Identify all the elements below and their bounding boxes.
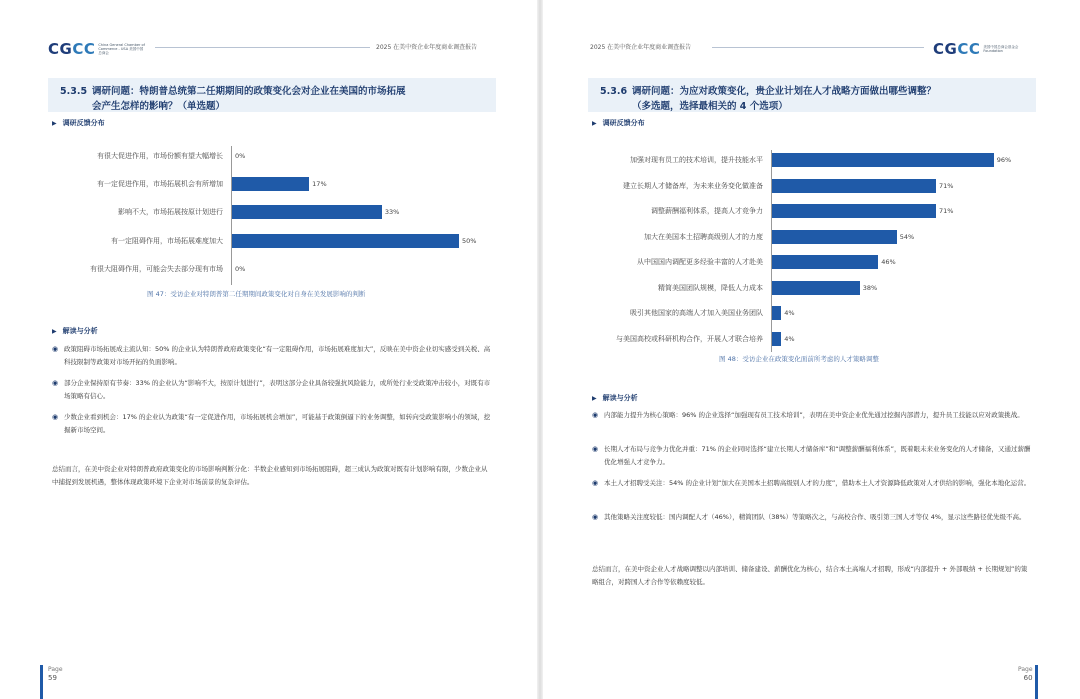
summary-paragraph: 总结而言，在美中资企业人才战略调整以内部培训、储备建设、薪酬优化为核心，结合本土高端人才招聘，形成“内部提升 + 外部吸纳 + 长期规划”的策略组合，对跨国人才合作等依赖度较低。	[592, 565, 1028, 586]
triangle-right-icon: ▶	[52, 327, 57, 335]
section-feedback: ▶ 调研反馈分布	[592, 119, 645, 127]
chart-value-label: 33%	[384, 208, 400, 217]
chart-value-label: 0%	[235, 264, 246, 273]
page-number: Page 59	[48, 666, 63, 682]
chart-category-label: 有很大促进作用，市场份额有望大幅增长	[97, 152, 223, 160]
page-marker	[1035, 665, 1038, 699]
triangle-right-icon: ▶	[592, 119, 597, 127]
header-rule	[155, 47, 370, 48]
chart-bar	[232, 205, 382, 219]
chart-category-label: 精简美国团队规模，降低人力成本	[658, 283, 763, 292]
chart-bar	[772, 230, 897, 244]
bullet-icon: ◉	[52, 413, 59, 421]
bullet-icon: ◉	[592, 513, 599, 521]
cgcc-foundation-logo	[933, 40, 1031, 58]
chart-category-label: 有一定阻碍作用，市场拓展难度加大	[111, 236, 223, 245]
chart-category-label: 影响不大，市场拓展按原计划进行	[118, 208, 223, 217]
question-box	[48, 78, 496, 112]
chart-value-label: 38%	[862, 283, 878, 292]
chart-category-label: 有很大阻碍作用，可能会失去部分现有市场	[90, 264, 223, 273]
chart-category-label: 吸引其他国家的高端人才加入美国业务团队	[630, 309, 763, 317]
chart-value-label: 96%	[996, 156, 1012, 164]
triangle-right-icon: ▶	[52, 119, 57, 127]
question-line-1: 5.3.5 调研问题：特朗普总统第二任期期间的政策变化会对企业在美国的市场拓展	[60, 86, 406, 97]
analysis-bullet: ◉ 本土人才招聘受关注：54% 的企业计划“加大在美国本土招聘高级别人才的力度”，借助本土人才资源降低政策对人才供给的影响，强化本地化运营。	[592, 477, 1032, 490]
cgcc-logo	[48, 40, 146, 58]
chart-bar	[772, 255, 878, 269]
book-gutter	[537, 0, 543, 699]
chart-value-label: 0%	[235, 152, 246, 160]
figure-caption: 图 48：受访企业在政策变化面前所考虑的人才策略调整	[719, 355, 879, 363]
header-title: 2025 在美中资企业年度商业调查报告	[376, 44, 478, 51]
chart-value-label: 71%	[939, 207, 954, 215]
analysis-bullet: ◉ 部分企业保持原有节奏：33% 的企业认为“影响不大，按原计划进行”，表明这部分企业具备较强抗风险能力，或所处行业受政策冲击较小，对既有市场策略有信心。	[52, 377, 492, 403]
chart-value-label: 4%	[784, 309, 795, 317]
chart-value-label: 17%	[312, 180, 327, 189]
question-line-2: 会产生怎样的影响？（单选题）	[92, 101, 226, 112]
chart-bar	[232, 177, 309, 191]
bullet-icon: ◉	[592, 479, 599, 487]
analysis-bullet: ◉ 长期人才布局与竞争力优化并重：71% 的企业同时选择“建立长期人才储备库”和“调整薪酬福利体系”，既着眼未来业务变化的人才储备，又通过薪酬优化增强人才竞争力。	[592, 443, 1032, 469]
logo-subtitle: 美国中国总商会基金会 Foundation	[983, 44, 1019, 53]
section-analysis: ▶ 解读与分析	[592, 394, 638, 402]
page-number: Page 60	[1018, 666, 1033, 682]
chart-bar	[772, 332, 781, 346]
analysis-bullet: ◉ 少数企业看到机会：17% 的企业认为政策“有一定促进作用，市场拓展机会增加”，可能基于政策倒逼下的业务调整，如转向受政策影响小的领域，挖掘新市场空间。	[52, 411, 492, 437]
chart-category-label: 有一定促进作用，市场拓展机会有所增加	[97, 180, 223, 189]
header-rule	[712, 47, 924, 48]
chart-bar	[232, 234, 459, 248]
analysis-bullet: ◉ 内部能力提升为核心策略：96% 的企业选择“加强现有员工技术培训”，表明在美中资企业优先通过挖掘内部潜力，提升员工技能以应对政策挑战。	[592, 409, 1032, 422]
question-box	[588, 78, 1036, 112]
chart-bar	[772, 204, 936, 218]
bullet-icon: ◉	[592, 445, 599, 453]
page-marker	[40, 665, 43, 699]
chart-category-label: 与美国高校或科研机构合作，开展人才联合培养	[616, 334, 763, 343]
chart-category-label: 调整薪酬福利体系，提高人才竞争力	[651, 207, 763, 215]
chart-value-label: 4%	[784, 334, 795, 343]
chart-category-label: 建立长期人才储备库，为未来业务变化做准备	[623, 181, 763, 190]
chart-value-label: 50%	[462, 236, 477, 245]
chart-category-label: 加强对现有员工的技术培训，提升技能水平	[630, 156, 763, 164]
summary-paragraph: 总结而言，在美中资企业对特朗普政府政策变化的市场影响判断分化：半数企业感知到市场拓展阻碍，超三成认为政策对既有计划影响有限，少数企业从中捕捉到发展机遇，整体体现政策环境下企业对市场前景的复杂评估。	[52, 465, 488, 486]
chart-category-label: 从中国国内调配更多经验丰富的人才赴美	[637, 258, 763, 266]
chart-value-label: 46%	[881, 258, 896, 266]
chart-bar	[772, 306, 781, 320]
section-feedback: ▶ 调研反馈分布	[52, 119, 105, 127]
analysis-bullet: ◉ 政策阻碍市场拓展成主流认知：50% 的企业认为特朗普政府政策变化“有一定阻碍作用，市场拓展难度加大”，反映在美中资企业切实感受到关税、高科技限制等政策对市场开拓的负面影响。	[52, 343, 492, 369]
question-line-2: （多选题，选择最相关的 4 个选项）	[632, 101, 788, 112]
bullet-icon: ◉	[52, 345, 59, 353]
chart-bar	[772, 153, 994, 167]
section-analysis: ▶ 解读与分析	[52, 327, 98, 335]
analysis-bullet: ◉ 其他策略关注度较低：国内调配人才（46%），精简团队（38%）等策略次之，与高校合作、吸引第三国人才等仅 4%，显示这些路径优先级不高。	[592, 511, 1032, 524]
bullet-icon: ◉	[52, 379, 59, 387]
logo-mark: CGCC	[48, 40, 96, 58]
triangle-right-icon: ▶	[592, 394, 597, 402]
chart-value-label: 71%	[939, 181, 954, 190]
chart-value-label: 54%	[899, 232, 915, 241]
header-title: 2025 在美中资企业年度商业调查报告	[590, 44, 692, 51]
bullet-icon: ◉	[592, 411, 599, 419]
figure-caption: 图 47：受访企业对特朗普第二任期期间政策变化对自身在美发展影响的判断	[147, 290, 366, 298]
logo-subtitle: China General Chamber of Commerce - USA 美国中国总商会	[98, 42, 145, 56]
chart-category-label: 加大在美国本土招聘高级别人才的力度	[644, 232, 763, 241]
question-line-1: 5.3.6 调研问题：为应对政策变化，贵企业计划在人才战略方面做出哪些调整？	[600, 86, 937, 97]
chart-bar	[772, 179, 936, 193]
logo-mark: CGCC	[933, 40, 981, 58]
chart-bar	[772, 281, 860, 295]
page-right	[540, 0, 1080, 699]
